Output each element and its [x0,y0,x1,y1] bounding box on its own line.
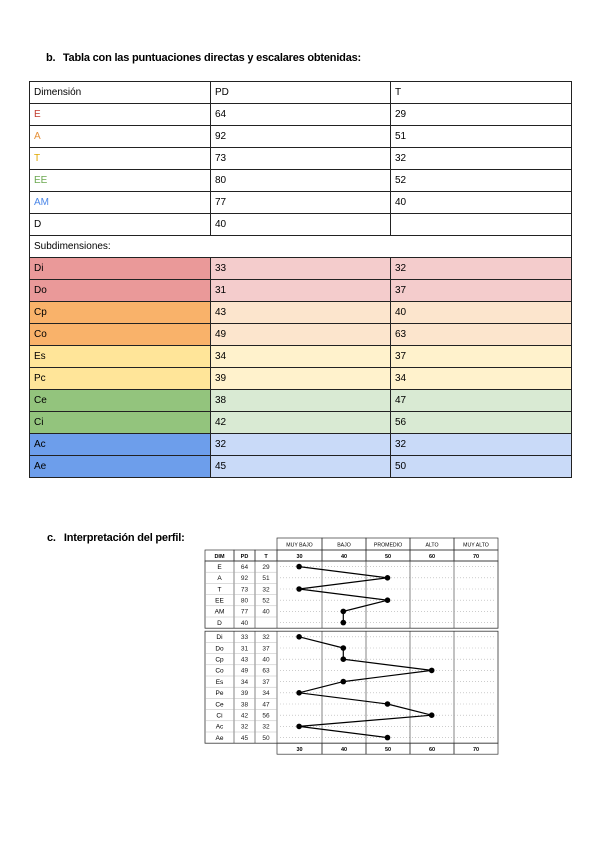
t-cell: 32 [391,434,572,456]
t-cell: 40 [391,302,572,324]
pd-cell: 43 [211,302,391,324]
profile-point [296,724,302,730]
pd-cell: 49 [211,324,391,346]
column-header: T [264,554,268,560]
row-t-value: 40 [262,608,270,616]
t-cell: 37 [391,280,572,302]
profile-point [296,690,302,696]
row-pd-value: 40 [240,619,249,627]
category-label: MUY ALTO [463,542,489,549]
t-cell: 34 [391,368,572,390]
x-tick-bottom: 70 [472,747,480,754]
t-cell: 47 [391,390,572,412]
dimension-name-cell: E [30,104,211,126]
row-dim-label: D [217,619,222,627]
x-tick-top: 40 [340,554,348,560]
row-pd-value: 92 [240,575,249,583]
row-pd-value: 39 [240,690,249,698]
profile-point [429,668,435,674]
header-cell: PD [211,82,391,104]
row-t-value: 37 [262,678,270,686]
profile-point [385,701,391,707]
t-cell: 50 [391,456,572,478]
row-pd-value: 34 [240,678,249,686]
subdimension-name-cell: Ae [30,456,211,478]
row-pd-value: 43 [240,656,249,664]
t-cell: 56 [391,412,572,434]
pd-cell: 80 [211,170,391,192]
row-t-value: 56 [262,712,270,720]
profile-point [341,656,347,662]
x-tick-bottom: 40 [340,747,348,754]
row-dim-label: Co [215,667,224,675]
row-dim-label: AM [214,608,225,616]
pd-cell: 64 [211,104,391,126]
pd-cell: 92 [211,126,391,148]
row-dim-label: Pe [215,690,224,698]
row-t-value: 63 [262,667,270,675]
pd-cell: 73 [211,148,391,170]
x-tick-bottom: 60 [428,747,436,754]
row-dim-label: Ae [215,734,224,742]
row-dim-label: Ci [216,712,223,720]
row-dim-label: Ac [215,723,224,731]
subdimension-name-cell: Es [30,346,211,368]
row-pd-value: 42 [240,712,249,720]
row-t-value: 29 [262,563,270,571]
t-cell: 32 [391,148,572,170]
category-label: MUY BAJO [286,542,313,549]
row-pd-value: 64 [240,563,249,571]
t-cell: 51 [391,126,572,148]
category-label: PROMEDIO [373,542,403,549]
row-dim-label: A [217,575,222,583]
row-t-value: 52 [262,597,270,605]
row-t-value: 50 [262,734,270,742]
column-header: DIM [214,554,225,560]
dimension-name-cell: A [30,126,211,148]
row-dim-label: EE [215,597,224,605]
row-pd-value: 45 [240,734,249,742]
section-c-title: Interpretación del perfil: [63,532,185,544]
row-pd-value: 77 [240,608,249,616]
section-c-letter: c. [47,532,56,544]
pd-cell: 45 [211,456,391,478]
row-pd-value: 33 [240,634,249,642]
row-pd-value: 73 [240,586,249,594]
subdimension-name-cell: Cp [30,302,211,324]
row-t-value: 32 [262,723,270,731]
t-cell: 63 [391,324,572,346]
t-cell: 32 [391,258,572,280]
profile-point [341,609,347,615]
profile-point [429,712,435,718]
pd-cell: 39 [211,368,391,390]
x-tick-bottom: 30 [296,747,303,754]
profile-point [341,645,347,651]
profile-point [296,586,302,592]
header-cell: Dimensión [30,82,211,104]
pd-cell: 32 [211,434,391,456]
row-pd-value: 32 [240,723,249,731]
section-b-letter: b. [46,52,56,64]
pd-cell: 34 [211,346,391,368]
x-tick-top: 60 [428,554,436,560]
dimension-name-cell: EE [30,170,211,192]
subdimension-name-cell: Ce [30,390,211,412]
dimension-name-cell: AM [30,192,211,214]
row-pd-value: 49 [240,667,249,675]
row-t-value: 32 [262,586,270,594]
t-cell: 40 [391,192,572,214]
profile-point [341,679,347,685]
x-tick-top: 70 [472,554,480,560]
row-dim-label: T [217,586,222,594]
t-cell: 52 [391,170,572,192]
pd-cell: 77 [211,192,391,214]
dimension-name-cell: D [30,214,211,236]
row-t-value: 34 [262,690,270,698]
pd-cell: 38 [211,390,391,412]
category-label: ALTO [425,542,439,549]
subdimension-name-cell: Do [30,280,211,302]
subdimension-name-cell: Ac [30,434,211,456]
subdimension-name-cell: Di [30,258,211,280]
profile-point [341,620,347,626]
profile-series-line [299,637,432,738]
subdimensions-label: Subdimensiones: [30,236,572,258]
profile-point [385,575,391,581]
pd-cell: 31 [211,280,391,302]
subdimension-name-cell: Pc [30,368,211,390]
row-pd-value: 38 [240,701,249,709]
row-t-value: 47 [262,701,270,709]
row-dim-label: Di [216,634,223,642]
x-tick-top: 30 [296,554,303,560]
row-pd-value: 80 [240,597,249,605]
category-label: BAJO [337,542,351,549]
t-cell: 37 [391,346,572,368]
row-dim-label: Ce [215,701,224,709]
profile-point [296,634,302,640]
pd-cell: 40 [211,214,391,236]
profile-point [296,564,302,570]
subdimension-name-cell: Ci [30,412,211,434]
dimension-name-cell: T [30,148,211,170]
profile-point [385,597,391,603]
header-cell: T [391,82,572,104]
profile-point [385,735,391,741]
t-cell: 29 [391,104,572,126]
section-b-title: Tabla con las puntuaciones directas y escalares obtenidas: [62,52,361,64]
row-dim-label: Es [215,678,224,686]
row-t-value: 40 [262,656,270,664]
x-tick-bottom: 50 [384,747,392,754]
row-dim-label: Do [215,645,224,653]
row-t-value: 32 [262,634,270,642]
row-pd-value: 31 [240,645,249,653]
x-tick-top: 50 [384,554,392,560]
subdimension-name-cell: Co [30,324,211,346]
row-t-value: 37 [262,645,270,653]
pd-cell: 42 [211,412,391,434]
row-dim-label: E [217,563,222,571]
row-t-value: 51 [262,575,270,583]
pd-cell: 33 [211,258,391,280]
column-header: PD [240,554,249,560]
row-dim-label: Cp [215,656,224,664]
